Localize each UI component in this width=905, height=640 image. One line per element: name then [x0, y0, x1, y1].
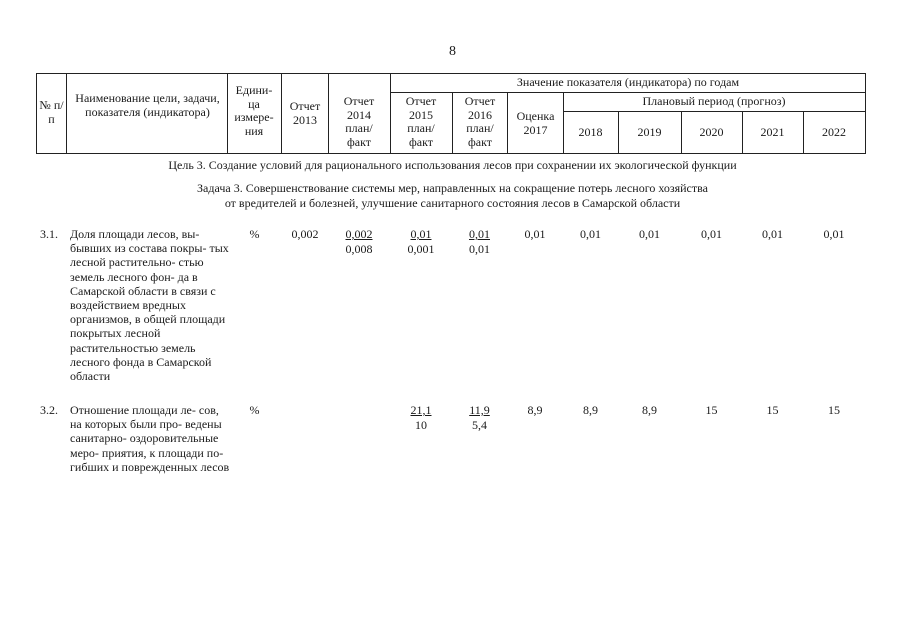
- header-num: № п/п: [39, 98, 64, 126]
- row-number: 3.2.: [40, 403, 58, 417]
- indicator-name: Отношение площади ле- сов, на которых были про- ведены санитарно- оздоровительные меро- приятия, к площади по- гибших и поврежденных лесов: [70, 403, 230, 474]
- header-plan-period: Плановый период (прогноз): [642, 94, 786, 108]
- plan-value: 11,9: [469, 403, 490, 417]
- page-number: 8: [449, 44, 456, 59]
- plan-value: 21,1: [410, 403, 432, 417]
- value-2018: 8,9: [583, 403, 598, 417]
- value-2020: 0,01: [701, 227, 722, 241]
- header-year-2021: 2021: [760, 125, 785, 139]
- header-report-2015: Отчет 2015 план/ факт: [405, 94, 437, 149]
- header-name: Наименование цели, задачи, показателя (индикатора): [75, 91, 220, 119]
- report-2015-fact: 0,001: [407, 242, 435, 256]
- header-report-2013: Отчет 2013: [289, 99, 321, 127]
- estimate-2017: 8,9: [527, 403, 543, 417]
- task-heading-line2: от вредителей и болезней, улучшение санитарного состояния лесов в Самарской области: [224, 196, 681, 210]
- report-2016-plan: [452, 227, 507, 241]
- value-2019: 0,01: [639, 227, 660, 241]
- report-2016-fact: 5,4: [472, 418, 487, 432]
- report-2016-plan: [452, 403, 507, 417]
- indicator-name: Доля площади лесов, вы- бывших из состава покры- тых лесной растительно- стью земель лесного фон- да в Самарской области в связи с воздействием вредных организмов, в общей площади покрытых лесной растительностью земель лесного фонда в Самарской области: [70, 227, 229, 384]
- header-estimate-2017: Оценка 2017: [516, 109, 555, 137]
- report-2014-fact: 0,008: [345, 242, 373, 256]
- report-2013: 0,002: [291, 227, 319, 241]
- report-2015-plan: [390, 403, 452, 417]
- header-report-2014: Отчет 2014 план/ факт: [343, 94, 375, 149]
- report-2014-plan: [328, 227, 390, 241]
- header-values-by-year: Значение показателя (индикатора) по годам: [516, 75, 740, 89]
- value-2020: 15: [705, 403, 718, 417]
- report-2015-plan: [390, 227, 452, 241]
- unit: %: [249, 403, 260, 417]
- estimate-2017: 0,01: [524, 227, 546, 241]
- value-2019: 8,9: [642, 403, 657, 417]
- header-year-2020: 2020: [699, 125, 724, 139]
- value-2018: 0,01: [580, 227, 601, 241]
- header-unit: Едини- ца измере- ния: [234, 83, 274, 138]
- plan-value: 0,01: [469, 227, 490, 241]
- report-2016-fact: 0,01: [469, 242, 490, 256]
- value-2022: 15: [828, 403, 840, 417]
- header-report-2016: Отчет 2016 план/ факт: [464, 94, 496, 149]
- value-2021: 0,01: [762, 227, 783, 241]
- header-year-2019: 2019: [637, 125, 662, 139]
- header-year-2022: 2022: [822, 125, 846, 139]
- plan-value: 0,01: [410, 227, 432, 241]
- header-year-2018: 2018: [578, 125, 603, 139]
- goal-heading: Цель 3. Создание условий для рационального использования лесов при сохранении их экологической функции: [168, 158, 737, 172]
- task-heading-line1: Задача 3. Совершенствование системы мер, направленных на сокращение потерь лесного хозяйства: [197, 181, 708, 195]
- plan-value: 0,002: [345, 227, 373, 241]
- value-2021: 15: [766, 403, 779, 417]
- row-number: 3.1.: [40, 227, 58, 241]
- value-2022: 0,01: [823, 227, 845, 241]
- unit: %: [249, 227, 260, 241]
- report-2015-fact: 10: [415, 418, 427, 432]
